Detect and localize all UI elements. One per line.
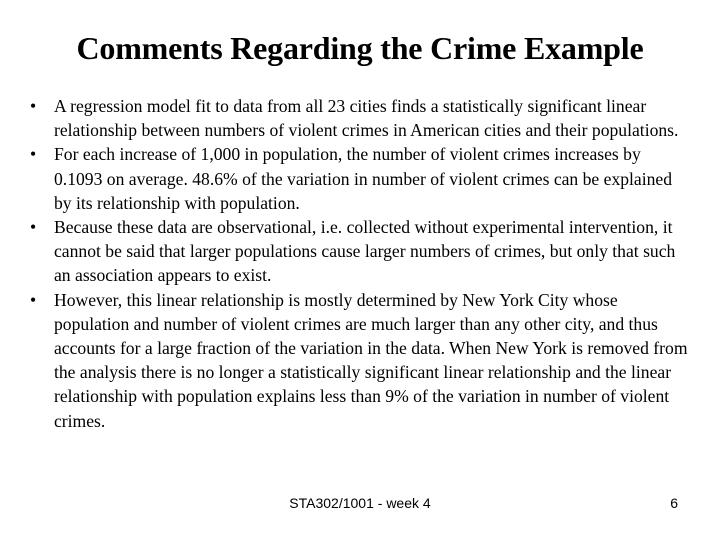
bullet-icon: •	[30, 217, 37, 238]
bullet-item-1	[30, 94, 692, 142]
bullet-icon: •	[30, 289, 37, 310]
bullet-list	[30, 94, 692, 433]
bullet-item-2	[30, 142, 692, 215]
bullet-icon: •	[30, 96, 37, 116]
bullet-icon: •	[30, 144, 37, 165]
bullet-text-4: However, this linear relationship is mostly determined by New York City whose population and number of violent crimes are much larger than any other city, and thus accounts for a large fraction of the variation in the data. When New York is removed from the analysis there is no longer a statistically significant linear relationship and the linear relationship with population explains less than 9% of the variation in number of violent crimes.	[54, 289, 688, 431]
slide-page-number: 6	[670, 495, 678, 511]
footer-course-label: STA302/1001 - week 4	[289, 495, 431, 511]
bullet-text-3: Because these data are observational, i.e. collected without experimental intervention, it cannot be said that larger populations cause larger numbers of crimes, but only that such an association appears to exist.	[54, 217, 676, 286]
bullet-item-4	[30, 288, 692, 433]
bullet-text-1: A regression model fit to data from all 23 cities finds a statistically significant linear relationship between numbers of violent crimes in American cities and their populations.	[54, 96, 679, 141]
slide-title: Comments Regarding the Crime Example	[76, 30, 644, 66]
bullet-item-3	[30, 215, 692, 288]
bullet-text-2: For each increase of 1,000 in population, the number of violent crimes increases by 0.1093 on average. 48.6% of the variation in number of violent crimes can be explained by its relationship with population.	[54, 144, 673, 213]
